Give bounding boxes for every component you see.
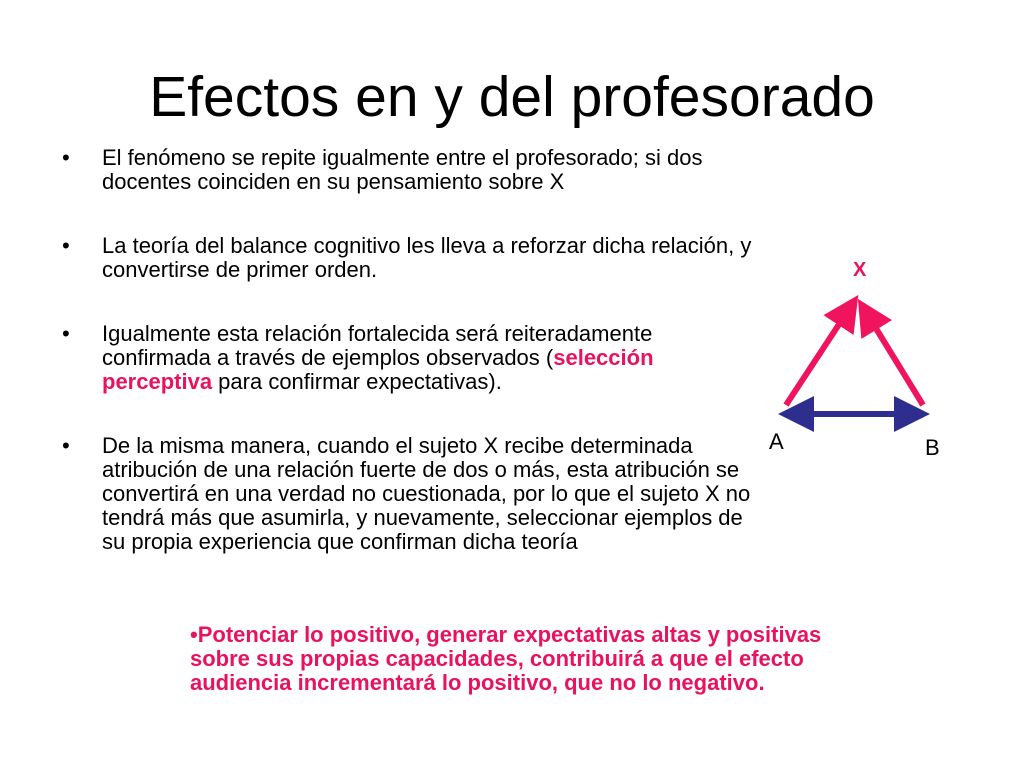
highlight-note: •Potenciar lo positivo, generar expectativas altas y positivas sobre sus propias capacidades, contribuirá a que el efecto audiencia incrementará lo positivo, que no lo negativo. xyxy=(190,622,822,695)
arrow-b-to-x xyxy=(861,304,923,405)
bullet-item xyxy=(62,146,752,194)
balance-triangle-diagram xyxy=(760,250,980,470)
bullet-text: De la misma manera, cuando el sujeto X recibe determinada atribución de una relación fuerte de dos o más, esta atribución se convertirá en una verdad no cuestionada, por lo que el sujeto X no tendrá más que asumirla, y nuevamente, seleccionar ejemplos de su propia experiencia que confirman dicha teoría xyxy=(102,433,751,554)
node-x-label: X xyxy=(853,259,867,281)
bullet-text: La teoría del balance cognitivo les lleva a reforzar dicha relación, y convertirse de primer orden. xyxy=(102,233,752,282)
bullet-marker: • xyxy=(62,433,70,458)
bullet-text-after: para confirmar expectativas). xyxy=(212,369,502,394)
bullet-item xyxy=(62,234,752,282)
node-a-label: A xyxy=(769,429,784,454)
emphasis-text: selección perceptiva xyxy=(102,345,654,394)
bullet-item xyxy=(62,322,752,394)
bullet-list xyxy=(62,146,752,554)
bullet-marker: • xyxy=(62,321,70,346)
bullet-marker: • xyxy=(62,233,70,258)
bullet-item xyxy=(62,434,752,554)
arrow-a-to-x xyxy=(786,300,855,405)
slide-title: Efectos en y del profesorado xyxy=(149,65,875,129)
bullet-marker: • xyxy=(62,145,70,170)
triangle-arrows xyxy=(760,250,980,470)
bullet-text: El fenómeno se repite igualmente entre el profesorado; si dos docentes coinciden en su pensamiento sobre X xyxy=(102,145,703,194)
bullet-text-before: Igualmente esta relación fortalecida será reiteradamente confirmada a través de ejemplos observados ( xyxy=(102,321,653,370)
node-b-label: B xyxy=(925,435,940,460)
